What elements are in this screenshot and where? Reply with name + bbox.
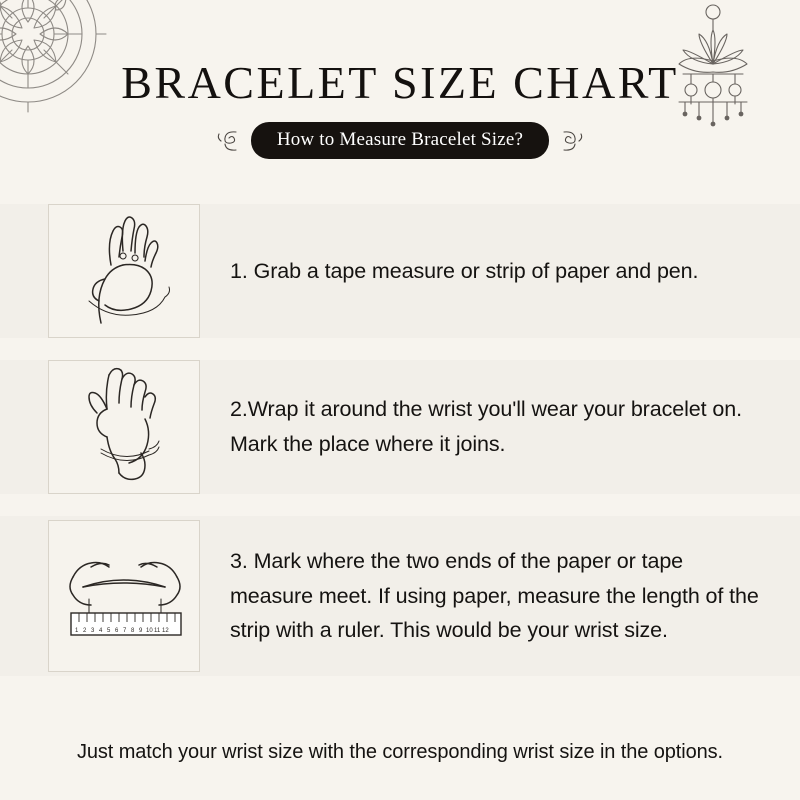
step-2-text: 2.Wrap it around the wrist you'll wear your bracelet on. Mark the place where it joins. xyxy=(230,397,742,456)
hand-holding-tape-icon xyxy=(48,204,200,338)
svg-text:1: 1 xyxy=(75,628,79,634)
svg-text:3: 3 xyxy=(91,628,95,634)
step-1-text: 1. Grab a tape measure or strip of paper and pen. xyxy=(230,258,699,283)
svg-text:5: 5 xyxy=(107,628,111,634)
svg-text:2: 2 xyxy=(83,628,87,634)
subtitle-badge: How to Measure Bracelet Size? xyxy=(251,122,549,159)
list-item-step-1 xyxy=(0,204,800,338)
page-title: BRACELET SIZE CHART xyxy=(121,57,679,108)
hands-measuring-ruler-icon xyxy=(48,520,200,672)
swirl-flourish-icon-right xyxy=(559,128,585,154)
svg-text:9: 9 xyxy=(139,628,143,634)
footer-note: Just match your wrist size with the corresponding wrist size in the options. xyxy=(76,741,723,763)
svg-text:6: 6 xyxy=(115,628,119,634)
swirl-flourish-icon-left xyxy=(215,128,241,154)
hand-wrapped-tape-icon xyxy=(48,360,200,494)
list-item-step-2 xyxy=(0,360,800,494)
step-3-text: 3. Mark where the two ends of the paper or tape measure meet. If using paper, measure the length of the strip with a ruler. This would be your wrist size. xyxy=(230,548,759,643)
list-item-step-3 xyxy=(0,516,800,676)
steps-list xyxy=(0,204,800,698)
svg-text:12: 12 xyxy=(162,628,169,634)
svg-text:7: 7 xyxy=(123,628,127,634)
svg-text:4: 4 xyxy=(99,628,103,634)
subtitle-row xyxy=(0,122,800,159)
svg-text:8: 8 xyxy=(131,628,135,634)
svg-text:10: 10 xyxy=(146,628,153,634)
svg-text:11: 11 xyxy=(154,628,161,634)
